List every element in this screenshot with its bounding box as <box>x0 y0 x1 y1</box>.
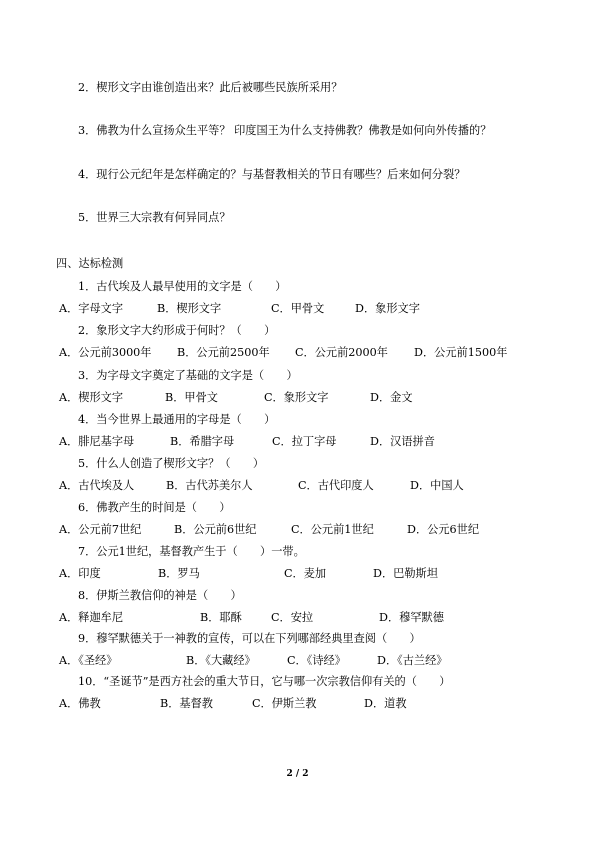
option-d: D．道教 <box>364 697 407 710</box>
question-7-stem: 7．公元1世纪，基督教产生于（ ）一带。 <box>78 545 305 558</box>
option-c: C．公元前1世纪 <box>291 523 374 536</box>
option-a: A．公元前3000年 <box>59 346 152 359</box>
option-d: D．穆罕默德 <box>379 611 444 624</box>
option-c: C．象形文字 <box>264 391 329 404</box>
option-b: B．基督教 <box>160 697 213 710</box>
question-8-stem: 8．伊斯兰教信仰的神是（ ） <box>78 589 242 602</box>
option-a: A．古代埃及人 <box>59 479 135 492</box>
option-d: D．《古兰经》 <box>377 654 448 667</box>
option-b: B．楔形文字 <box>157 302 222 315</box>
discussion-line-2: 2．楔形文字由谁创造出来？此后被哪些民族所采用？ <box>78 81 343 94</box>
question-3-stem: 3．为字母文字奠定了基础的文字是（ ） <box>78 369 298 382</box>
option-d: D．公元前1500年 <box>414 346 508 359</box>
option-d: D．巴勒斯坦 <box>373 567 438 580</box>
option-d: D．中国人 <box>410 479 464 492</box>
option-a: A．释迦牟尼 <box>59 611 124 624</box>
section-title: 四、达标检测 <box>56 257 124 270</box>
option-a: A．腓尼基字母 <box>59 435 135 448</box>
option-c: C．公元前2000年 <box>295 346 388 359</box>
option-d: D．象形文字 <box>355 302 420 315</box>
option-a: A．字母文字 <box>59 302 124 315</box>
option-d: D．汉语拼音 <box>370 435 435 448</box>
option-c: C．安拉 <box>271 611 314 624</box>
question-2-stem: 2．象形文字大约形成于何时？（ ） <box>78 324 276 337</box>
question-6-stem: 6．佛教产生的时间是（ ） <box>78 501 231 514</box>
option-c: C．拉丁字母 <box>272 435 337 448</box>
question-1-stem: 1．古代埃及人最早使用的文字是（ ） <box>78 280 287 293</box>
question-4-stem: 4．当今世界上最通用的字母是（ ） <box>78 413 276 426</box>
option-c: C．《诗经》 <box>287 654 346 667</box>
option-a: A．佛教 <box>59 697 101 710</box>
option-c: C．古代印度人 <box>298 479 374 492</box>
discussion-line-4: 4．现行公元纪年是怎样确定的？与基督教相关的节日有哪些？后来如何分裂？ <box>78 168 466 181</box>
option-c: C．麦加 <box>284 567 327 580</box>
option-b: B．耶酥 <box>200 611 242 624</box>
option-c: C．甲骨文 <box>271 302 325 315</box>
question-10-stem: 10．“圣诞节”是西方社会的重大节日，它与哪一次宗教信仰有关的（ ） <box>78 675 451 688</box>
discussion-line-5: 5．世界三大宗教有何异同点？ <box>78 211 231 224</box>
option-b: B．公元前6世纪 <box>174 523 257 536</box>
option-d: D．金文 <box>370 391 413 404</box>
option-a: A．印度 <box>59 567 101 580</box>
option-b: B．希腊字母 <box>170 435 235 448</box>
question-9-stem: 9．穆罕默德关于一神教的宣传，可以在下列哪部经典里查阅（ ） <box>78 632 421 645</box>
option-d: D．公元6世纪 <box>407 523 480 536</box>
option-b: B．甲骨文 <box>165 391 218 404</box>
option-b: B．公元前2500年 <box>177 346 270 359</box>
discussion-line-3: 3．佛教为什么宣扬众生平等？ 印度国王为什么支持佛教？佛教是如何向外传播的？ <box>78 124 492 137</box>
question-5-stem: 5．什么人创造了楔形文字？（ ） <box>78 457 265 470</box>
option-a: A．楔形文字 <box>59 391 124 404</box>
option-b: B．《大藏经》 <box>186 654 256 667</box>
option-c: C．伊斯兰教 <box>252 697 317 710</box>
option-b: B．罗马 <box>158 567 200 580</box>
option-a: A．《圣经》 <box>59 654 118 667</box>
option-b: B．古代苏美尔人 <box>166 479 253 492</box>
page-number: 2 / 2 <box>286 769 309 779</box>
option-a: A．公元前7世纪 <box>59 523 142 536</box>
